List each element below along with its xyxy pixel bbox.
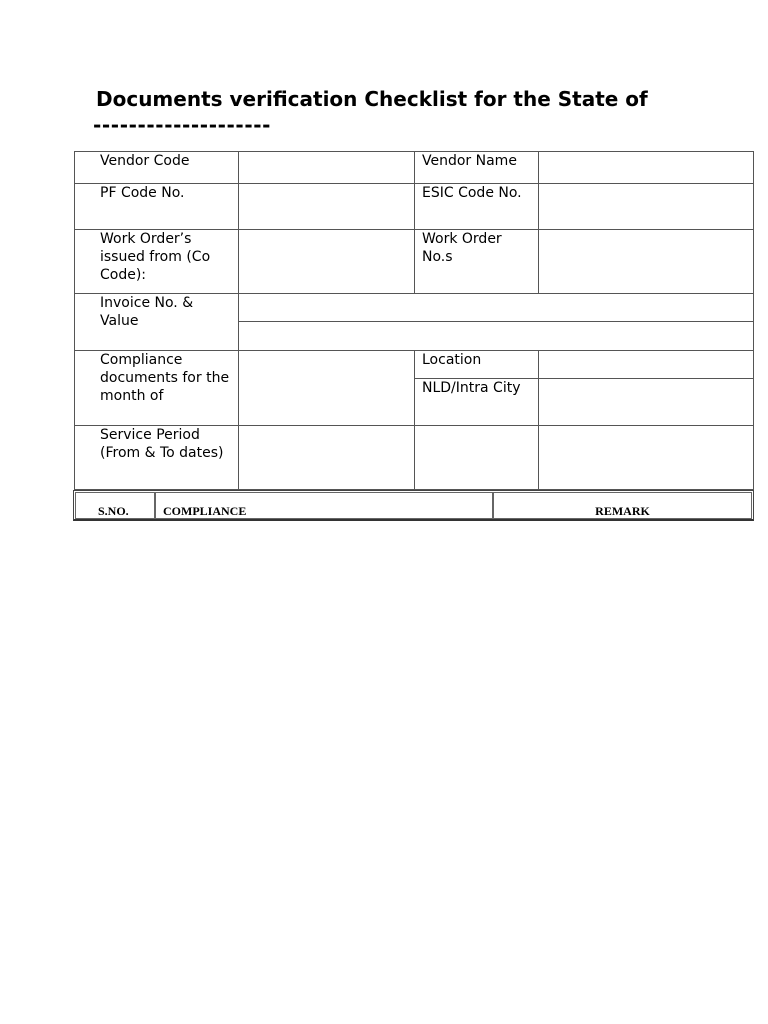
pf-code-label: PF Code No.	[75, 184, 239, 230]
work-order-nos-field[interactable]	[539, 230, 754, 294]
service-period-to-field[interactable]	[415, 426, 539, 490]
table-row	[75, 230, 754, 294]
vendor-details-table	[74, 151, 754, 490]
esic-code-field[interactable]	[539, 184, 754, 230]
location-label: Location	[415, 351, 539, 379]
compliance-checklist-header	[73, 490, 754, 521]
compliance-docs-label: Compliance documents for the month of	[75, 351, 239, 426]
invoice-value-field[interactable]	[239, 322, 754, 351]
work-order-issued-label: Work Order’s issued from (Co Code):	[75, 230, 239, 294]
work-order-nos-label: Work Order No.s	[415, 230, 539, 294]
remark-header: REMARK	[493, 492, 752, 519]
nld-intra-label: NLD/Intra City	[415, 379, 539, 426]
title-line-1: Documents verification Checklist for the State of	[96, 87, 648, 111]
service-period-label: Service Period (From & To dates)	[75, 426, 239, 490]
vendor-name-label: Vendor Name	[415, 152, 539, 184]
service-period-extra-field[interactable]	[539, 426, 754, 490]
page-title	[93, 86, 648, 138]
compliance-header: COMPLIANCE	[155, 492, 493, 519]
vendor-name-field[interactable]	[539, 152, 754, 184]
compliance-docs-field[interactable]	[239, 351, 415, 426]
table-row	[75, 184, 754, 230]
vendor-code-label: Vendor Code	[75, 152, 239, 184]
work-order-issued-field[interactable]	[239, 230, 415, 294]
table-row	[75, 152, 754, 184]
invoice-label: Invoice No. & Value	[75, 294, 239, 351]
esic-code-label: ESIC Code No.	[415, 184, 539, 230]
location-field[interactable]	[539, 351, 754, 379]
sno-header: S.NO.	[75, 492, 155, 519]
nld-intra-field[interactable]	[539, 379, 754, 426]
table-row	[75, 351, 754, 379]
table-row	[75, 426, 754, 490]
table-row	[75, 294, 754, 322]
vendor-code-field[interactable]	[239, 152, 415, 184]
invoice-no-field[interactable]	[239, 294, 754, 322]
title-line-2: --------------------	[93, 113, 272, 137]
pf-code-field[interactable]	[239, 184, 415, 230]
service-period-from-field[interactable]	[239, 426, 415, 490]
